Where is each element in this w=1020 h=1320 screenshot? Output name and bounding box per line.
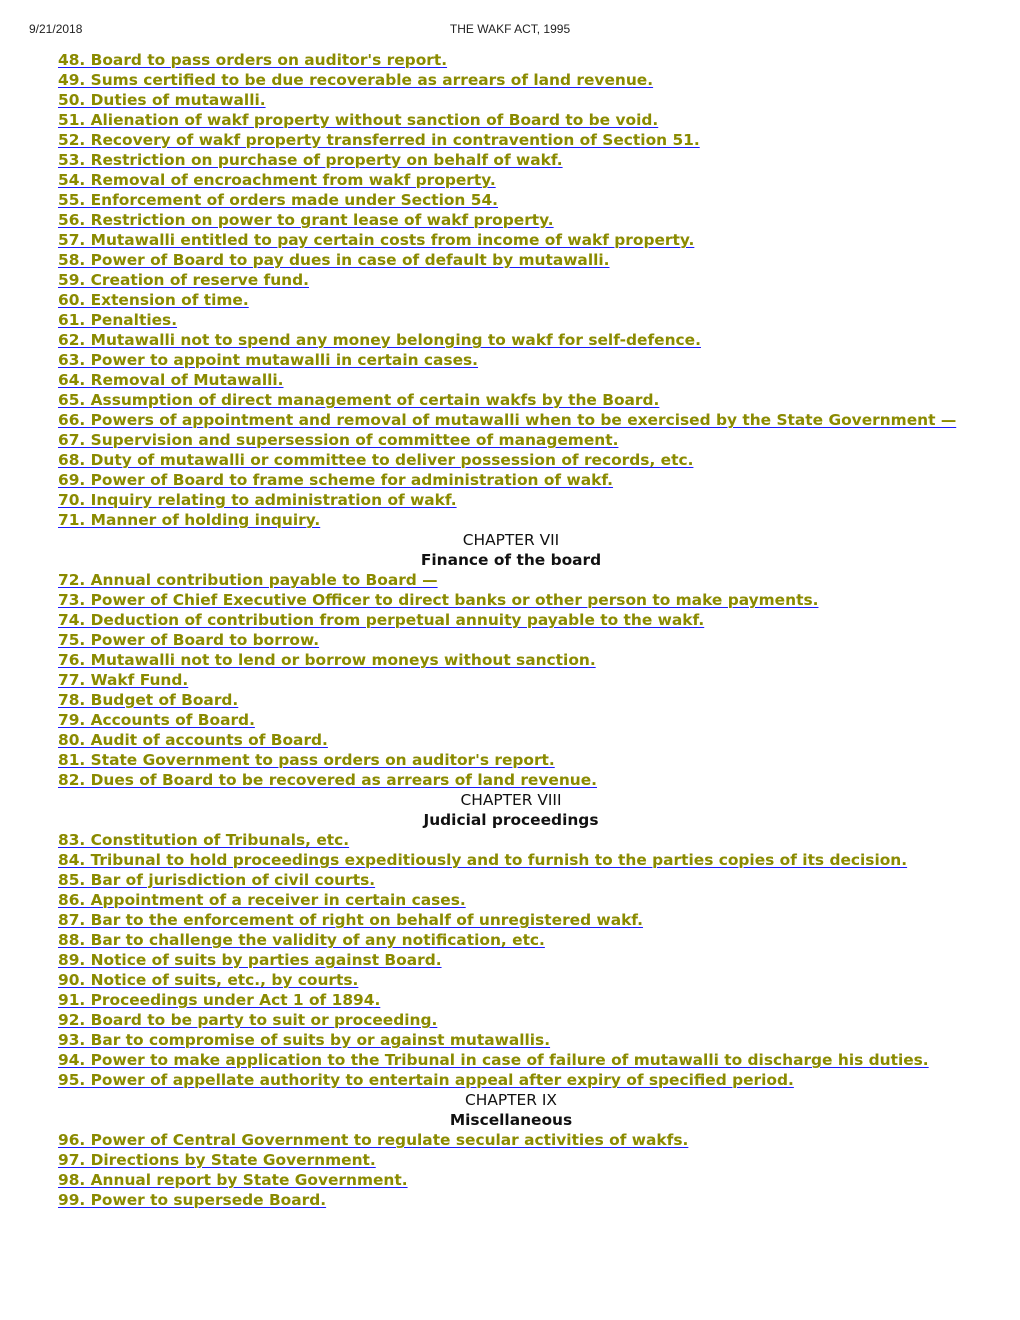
section-link-60[interactable]: 60. Extension of time.: [58, 291, 249, 309]
section-link-78[interactable]: 78. Budget of Board.: [58, 691, 239, 709]
table-of-contents: [58, 50, 964, 1210]
section-link-88[interactable]: 88. Bar to challenge the validity of any notification, etc.: [58, 931, 545, 949]
section-link-54[interactable]: 54. Removal of encroachment from wakf property.: [58, 171, 496, 189]
section-link-96[interactable]: 96. Power of Central Government to regulate secular activities of wakfs.: [58, 1131, 689, 1149]
chapter-7: [58, 530, 964, 790]
section-link-77[interactable]: 77. Wakf Fund.: [58, 671, 189, 689]
section-link-64[interactable]: 64. Removal of Mutawalli.: [58, 371, 284, 389]
section-link-97[interactable]: 97. Directions by State Government.: [58, 1151, 376, 1169]
chapter-subtitle: Finance of the board: [420, 551, 602, 569]
section-link-53[interactable]: 53. Restriction on purchase of property on behalf of wakf.: [58, 151, 563, 169]
section-link-61[interactable]: 61. Penalties.: [58, 311, 178, 329]
section-link-58[interactable]: 58. Power of Board to pay dues in case of default by mutawalli.: [58, 251, 610, 269]
chapter-8: [58, 790, 964, 1090]
section-link-89[interactable]: 89. Notice of suits by parties against Board.: [58, 951, 442, 969]
section-link-79[interactable]: 79. Accounts of Board.: [58, 711, 255, 729]
section-link-85[interactable]: 85. Bar of jurisdiction of civil courts.: [58, 871, 376, 889]
section-link-87[interactable]: 87. Bar to the enforcement of right on behalf of unregistered wakf.: [58, 911, 644, 929]
section-link-74[interactable]: 74. Deduction of contribution from perpetual annuity payable to the wakf.: [58, 611, 705, 629]
section-link-84[interactable]: 84. Tribunal to hold proceedings expeditiously and to furnish to the parties copies of its decision.: [58, 851, 908, 869]
section-link-95[interactable]: 95. Power of appellate authority to entertain appeal after expiry of specified period.: [58, 1071, 794, 1089]
section-link-48[interactable]: 48. Board to pass orders on auditor's report.: [58, 51, 448, 69]
section-link-65[interactable]: 65. Assumption of direct management of certain wakfs by the Board.: [58, 391, 660, 409]
section-link-62[interactable]: 62. Mutawalli not to spend any money belonging to wakf for self-defence.: [58, 331, 701, 349]
section-link-80[interactable]: 80. Audit of accounts of Board.: [58, 731, 328, 749]
chapter-heading: CHAPTER VII: [462, 531, 560, 549]
chapter-heading: CHAPTER VIII: [460, 791, 562, 809]
section-link-76[interactable]: 76. Mutawalli not to lend or borrow moneys without sanction.: [58, 651, 596, 669]
section-link-73[interactable]: 73. Power of Chief Executive Officer to direct banks or other person to make payments.: [58, 591, 819, 609]
print-header: [29, 22, 991, 40]
chapter-subtitle: Miscellaneous: [449, 1111, 573, 1129]
section-link-93[interactable]: 93. Bar to compromise of suits by or against mutawallis.: [58, 1031, 551, 1049]
print-page-title: THE WAKF ACT, 1995: [449, 22, 571, 36]
print-date: 9/21/2018: [29, 22, 83, 36]
section-group-chapter-6: [58, 50, 964, 530]
section-link-56[interactable]: 56. Restriction on power to grant lease of wakf property.: [58, 211, 554, 229]
section-link-94[interactable]: 94. Power to make application to the Tribunal in case of failure of mutawalli to discharge his duties.: [58, 1051, 929, 1069]
section-link-71[interactable]: 71. Manner of holding inquiry.: [58, 511, 321, 529]
section-link-51[interactable]: 51. Alienation of wakf property without sanction of Board to be void.: [58, 111, 659, 129]
section-link-90[interactable]: 90. Notice of suits, etc., by courts.: [58, 971, 359, 989]
section-link-99[interactable]: 99. Power to supersede Board.: [58, 1191, 327, 1209]
section-link-83[interactable]: 83. Constitution of Tribunals, etc.: [58, 831, 350, 849]
section-link-72[interactable]: 72. Annual contribution payable to Board —: [58, 571, 438, 589]
section-link-69[interactable]: 69. Power of Board to frame scheme for administration of wakf.: [58, 471, 614, 489]
section-link-82[interactable]: 82. Dues of Board to be recovered as arrears of land revenue.: [58, 771, 598, 789]
chapter-heading: CHAPTER IX: [465, 1091, 557, 1109]
section-link-67[interactable]: 67. Supervision and supersession of committee of management.: [58, 431, 619, 449]
section-link-66[interactable]: 66. Powers of appointment and removal of mutawalli when to be exercised by the State Government —: [58, 411, 957, 429]
section-link-68[interactable]: 68. Duty of mutawalli or committee to deliver possession of records, etc.: [58, 451, 694, 469]
section-link-49[interactable]: 49. Sums certified to be due recoverable as arrears of land revenue.: [58, 71, 654, 89]
chapter-9: [58, 1090, 964, 1210]
section-link-91[interactable]: 91. Proceedings under Act 1 of 1894.: [58, 991, 381, 1009]
section-link-81[interactable]: 81. State Government to pass orders on auditor's report.: [58, 751, 555, 769]
section-link-52[interactable]: 52. Recovery of wakf property transferred in contravention of Section 51.: [58, 131, 700, 149]
section-link-86[interactable]: 86. Appointment of a receiver in certain cases.: [58, 891, 466, 909]
section-link-98[interactable]: 98. Annual report by State Government.: [58, 1171, 408, 1189]
section-link-63[interactable]: 63. Power to appoint mutawalli in certain cases.: [58, 351, 479, 369]
section-link-75[interactable]: 75. Power of Board to borrow.: [58, 631, 320, 649]
section-link-59[interactable]: 59. Creation of reserve fund.: [58, 271, 309, 289]
section-link-55[interactable]: 55. Enforcement of orders made under Section 54.: [58, 191, 499, 209]
section-link-50[interactable]: 50. Duties of mutawalli.: [58, 91, 266, 109]
section-link-92[interactable]: 92. Board to be party to suit or proceeding.: [58, 1011, 438, 1029]
section-link-70[interactable]: 70. Inquiry relating to administration of wakf.: [58, 491, 457, 509]
chapter-subtitle: Judicial proceedings: [423, 811, 599, 829]
section-link-57[interactable]: 57. Mutawalli entitled to pay certain costs from income of wakf property.: [58, 231, 695, 249]
